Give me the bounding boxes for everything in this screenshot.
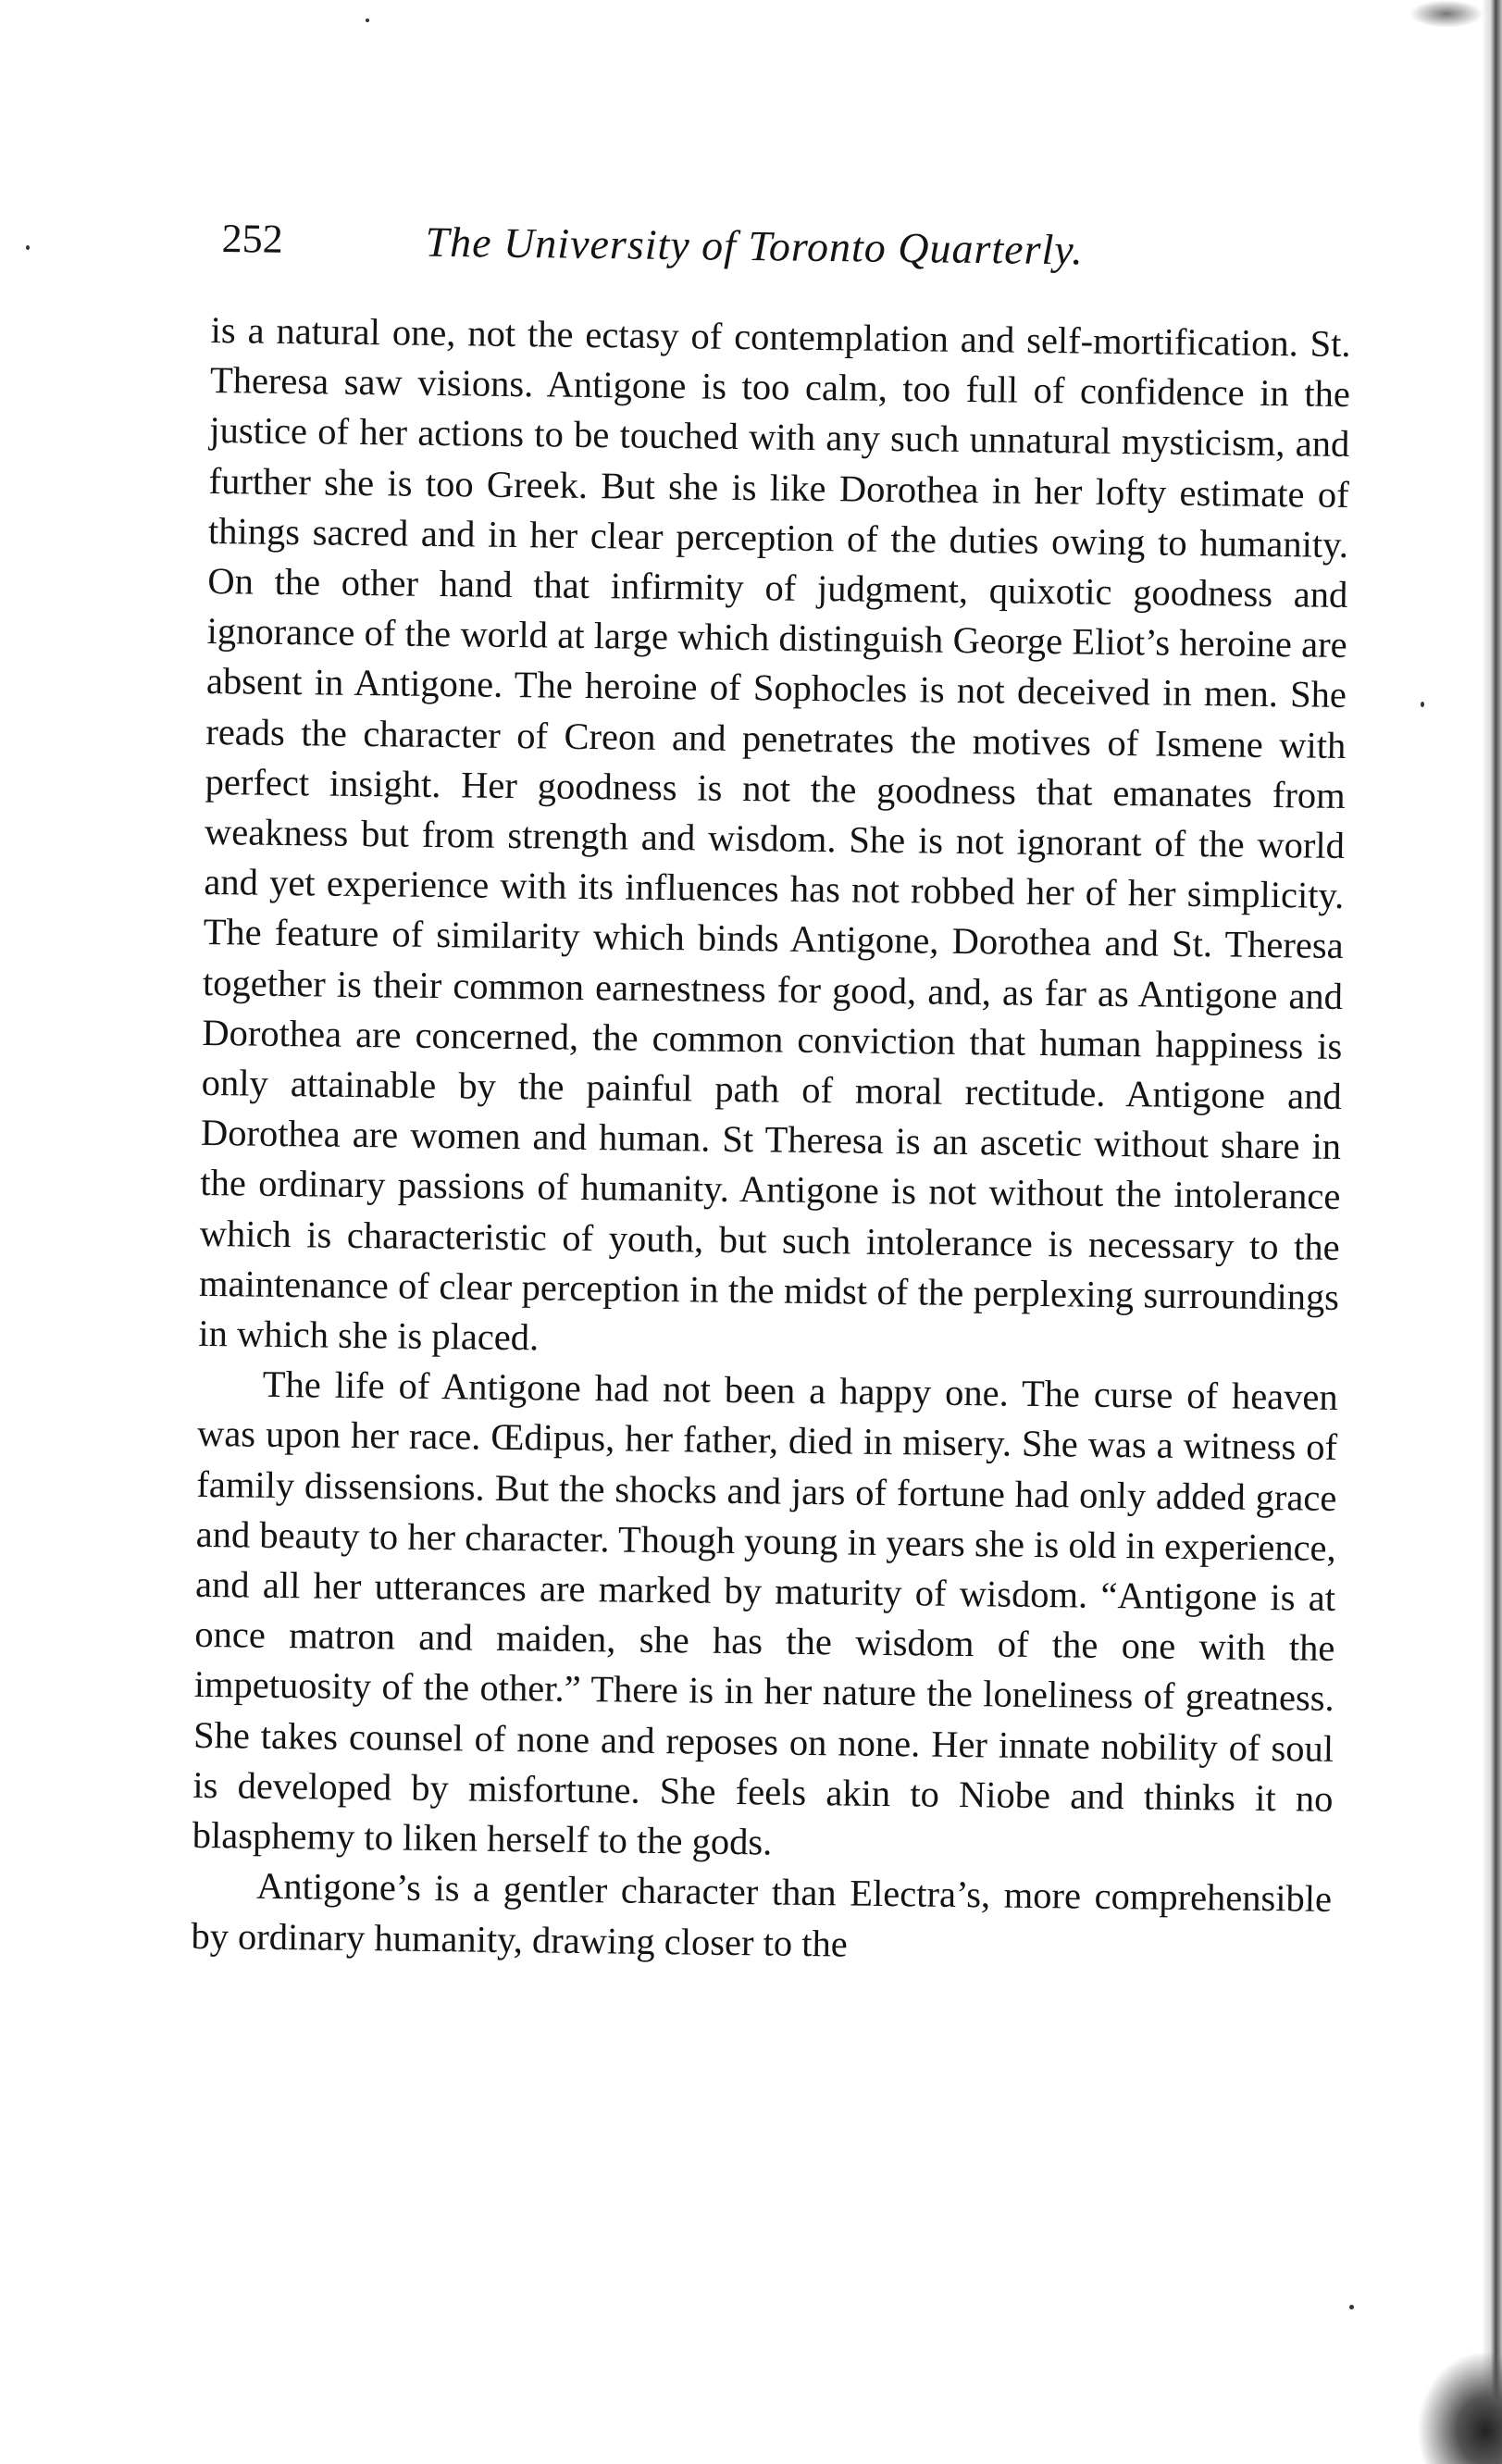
paragraph: The life of Antigone had not been a happy one. The curse of heaven was upon her race. Œdipus, her father, died in misery. She was a witness of family dissensions. But the shocks and jars of fortune had only added grace and beauty to her character. Though young in years she is old in experience, and all her utterances are marked by maturity of wisdom. “Antigone is at once matron and maiden, she has the wisdom of the one with the impetuosity of the other.” There is in her nature the loneliness of greatness. She takes counsel of none and reposes on none. Her innate nobility of soul is developed by misfortune. She feels akin to Niobe and thinks it no blasphemy to liken herself to the gods. <box>192 1363 1338 1863</box>
stray-mark <box>26 245 30 250</box>
running-head <box>221 215 1157 291</box>
scan-smudge-top <box>1409 0 1483 28</box>
scan-smudge-bottom <box>1419 2353 1502 2464</box>
paragraph: Antigone’s is a gentler character than Electra’s, more comprehensible by ordinary humanity, drawing closer to the <box>191 1865 1333 1965</box>
stray-mark <box>366 19 369 22</box>
journal-title: The University of Toronto Quarterly. <box>425 218 1085 274</box>
stray-mark <box>1349 2305 1354 2309</box>
page-number: 252 <box>221 215 283 262</box>
stray-mark <box>1421 702 1424 707</box>
scan-page-edge <box>1482 0 1502 2464</box>
paragraph: is a natural one, not the ectasy of contemplation and self-mortification. St. Theresa saw visions. Antigone is too calm, too full of confidence in the justice of her actions to be touched with any such unnatural mysticism, and further she is too Greek. But she is like Dorothea in her lofty estimate of things sacred and in her clear perception of the duties owing to humanity. On the other hand that infirmity of judgment, quixotic goodness and ignorance of the world at large which distinguish George Eliot’s heroine are absent in Antigone. The heroine of Sophocles is not deceived in men. She reads the character of Creon and penetrates the motives of Ismene with perfect insight. Her goodness is not the goodness that emanates from weakness but from strength and wisdom. She is not ignorant of the world and yet experience with its influences has not robbed her of her simplicity. The feature of similarity which binds Antigone, Dorothea and St. Theresa together is their common earnestness for good, and, as far as Antigone and Dorothea are concerned, the common conviction that human happiness is only attainable by the painful path of moral rectitude. Antigone and Dorothea are women and human. St Theresa is an ascetic without share in the ordinary passions of humanity. Antigone is not without the intolerance which is characteristic of youth, but such intolerance is necessary to the maintenance of clear perception in the midst of the perplexing surroundings in which she is placed. <box>198 308 1351 1359</box>
body-text <box>191 305 1351 1975</box>
